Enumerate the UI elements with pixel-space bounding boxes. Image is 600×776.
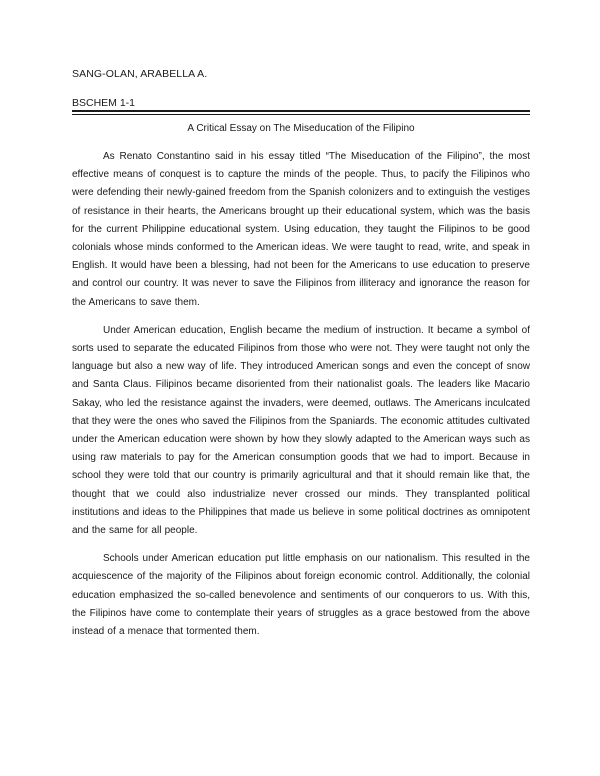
essay-title: A Critical Essay on The Miseducation of the Filipino [187,123,415,134]
essay-paragraph-2: Under American education, English became the medium of instruction. It became a symbol of sorts used to separate the educated Filipinos from those who were not. They were taught not only the language but also a new way of life. They introduced American songs and even the concept of snow and Santa Claus. Filipinos became disoriented from their nationalist goals. The leaders like Macario Sakay, who led the resistance against the invaders, were deemed, outlaws. The Americans inculcated that they were the ones who saved the Filipinos from the Spaniards. The economic attitudes cultivated under the American education were shown by how they slowly adapted to the American ways such as using raw materials to pay for the American consumption goods that we had to import. Because in school they were told that our country is primarily agricultural and that it should remain like that, the thought that we could also industrialize never crossed our minds. They transplanted political institutions and ideas to the Philippines that made us believe in some political doctrines as omnipotent and the same for all people. [72,324,530,537]
course-code: BSCHEM 1-1 [72,97,136,109]
essay-body [72,148,530,651]
header-divider-thick [72,110,530,112]
essay-paragraph-1: As Renato Constantino said in his essay titled “The Miseducation of the Filipino”, the most effective means of conquest is to capture the minds of the people. Thus, to pacify the Filipinos who were defending their newly-gained freedom from the Spanish colonizers and to extinguish the vestiges of resistance in their hearts, the Americans brought up their educational system, which was the basis for the current Philippine educational system. Using education, they taught the Filipinos to be good colonials whose minds conformed to the American ideas. We were taught to read, write, and speak in English. It would have been a blessing, had not been for the Americans to use education to preserve and control our country. It was never to save the Filipinos from illiteracy and ignorance the reason for the Americans to save them. [72,151,530,308]
header-divider-thin [72,114,530,115]
author-name: SANG-OLAN, ARABELLA A. [72,68,208,80]
essay-paragraph-3: Schools under American education put little emphasis on our nationalism. This resulted in the acquiescence of the majority of the Filipinos about foreign economic control. Additionally, the colonial education emphasized the so-called benevolence and sentiments of our conquerors to us. With this, the Filipinos have come to contemplate their years of struggles as a grace bestowed from the above instead of a menace that tormented them. [72,553,530,638]
